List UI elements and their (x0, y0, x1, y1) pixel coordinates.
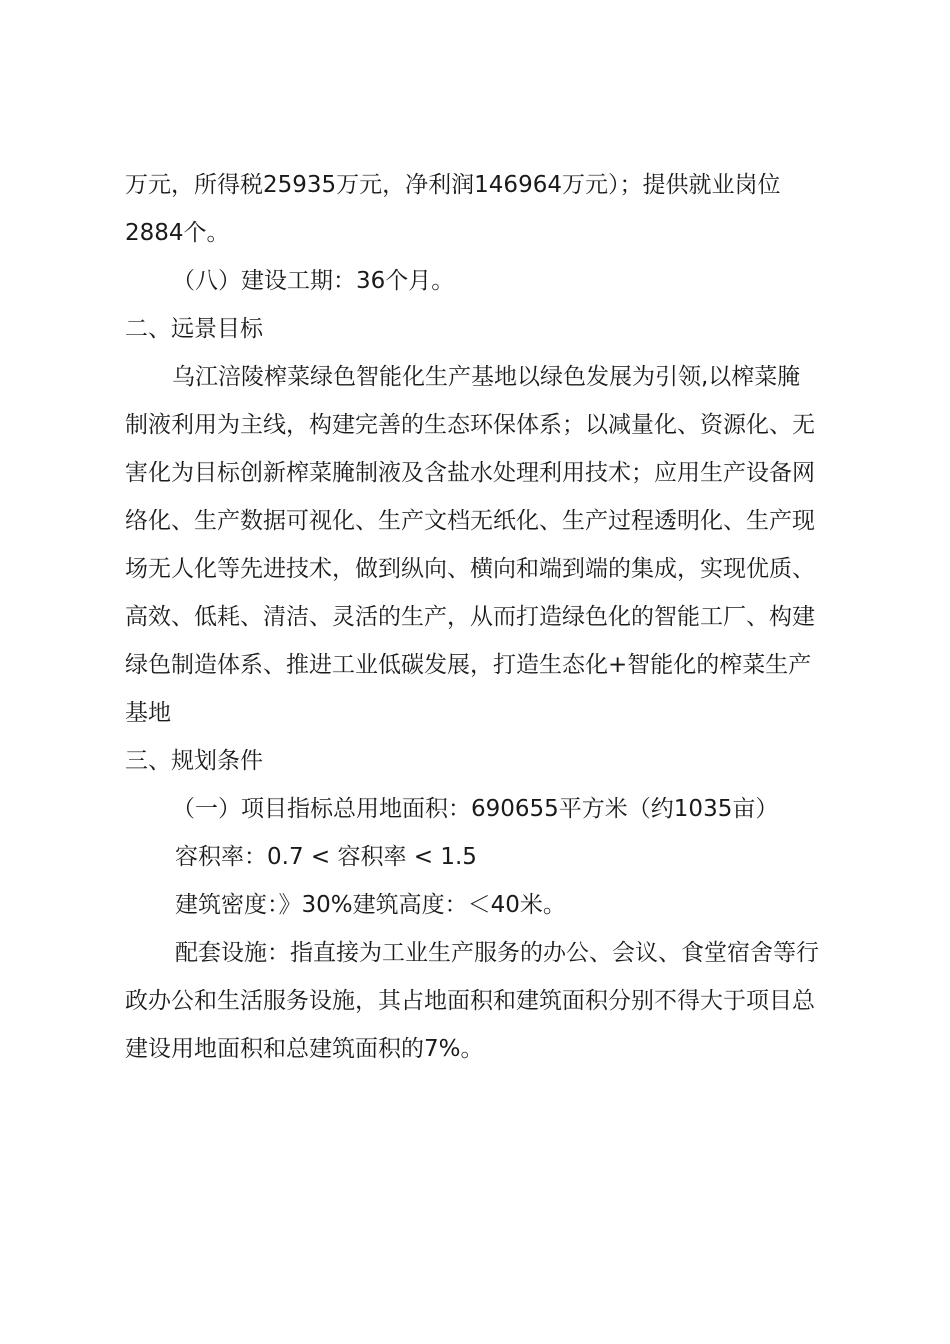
section-heading: 二、远景目标 (125, 316, 263, 342)
text-line: 络化、生产数据可视化、生产文档无纸化、生产过程透明化、生产现 (125, 508, 815, 534)
text-line: 容积率：0.7 < 容积率 < 1.5 (175, 844, 477, 870)
text-line: 害化为目标创新榨菜腌制液及含盐水处理利用技术；应用生产设备网 (125, 460, 815, 486)
text-line: 绿色制造体系、推进工业低碳发展，打造生态化+智能化的榨菜生产 (125, 652, 812, 678)
text-line: （一）项目指标总用地面积：690655平方米（约1035亩） (172, 796, 779, 822)
text-line: 场无人化等先进技术，做到纵向、横向和端到端的集成，实现优质、 (125, 556, 815, 582)
text-line: 万元，所得税25935万元，净利润146964万元）；提供就业岗位 (125, 172, 781, 198)
text-line: 政办公和生活服务设施，其占地面积和建筑面积分别不得大于项目总 (125, 988, 815, 1014)
text-line: 配套设施：指直接为工业生产服务的办公、会议、食堂宿舍等行 (175, 940, 819, 966)
section-heading: 三、规划条件 (125, 748, 263, 774)
text-line: 高效、低耗、清洁、灵活的生产，从而打造绿色化的智能工厂、构建 (125, 604, 815, 630)
text-line: 2884个。 (125, 220, 230, 246)
text-line: 乌江涪陵榨菜绿色智能化生产基地以绿色发展为引领,以榨菜腌 (172, 364, 801, 390)
text-line: 基地 (125, 700, 171, 726)
text-line: （八）建设工期：36个月。 (172, 268, 455, 294)
text-line: 建筑密度：》30%建筑高度：＜40米。 (175, 892, 566, 918)
text-line: 建设用地面积和总建筑面积的7%。 (125, 1036, 484, 1062)
text-line: 制液利用为主线，构建完善的生态环保体系；以减量化、资源化、无 (125, 412, 815, 438)
